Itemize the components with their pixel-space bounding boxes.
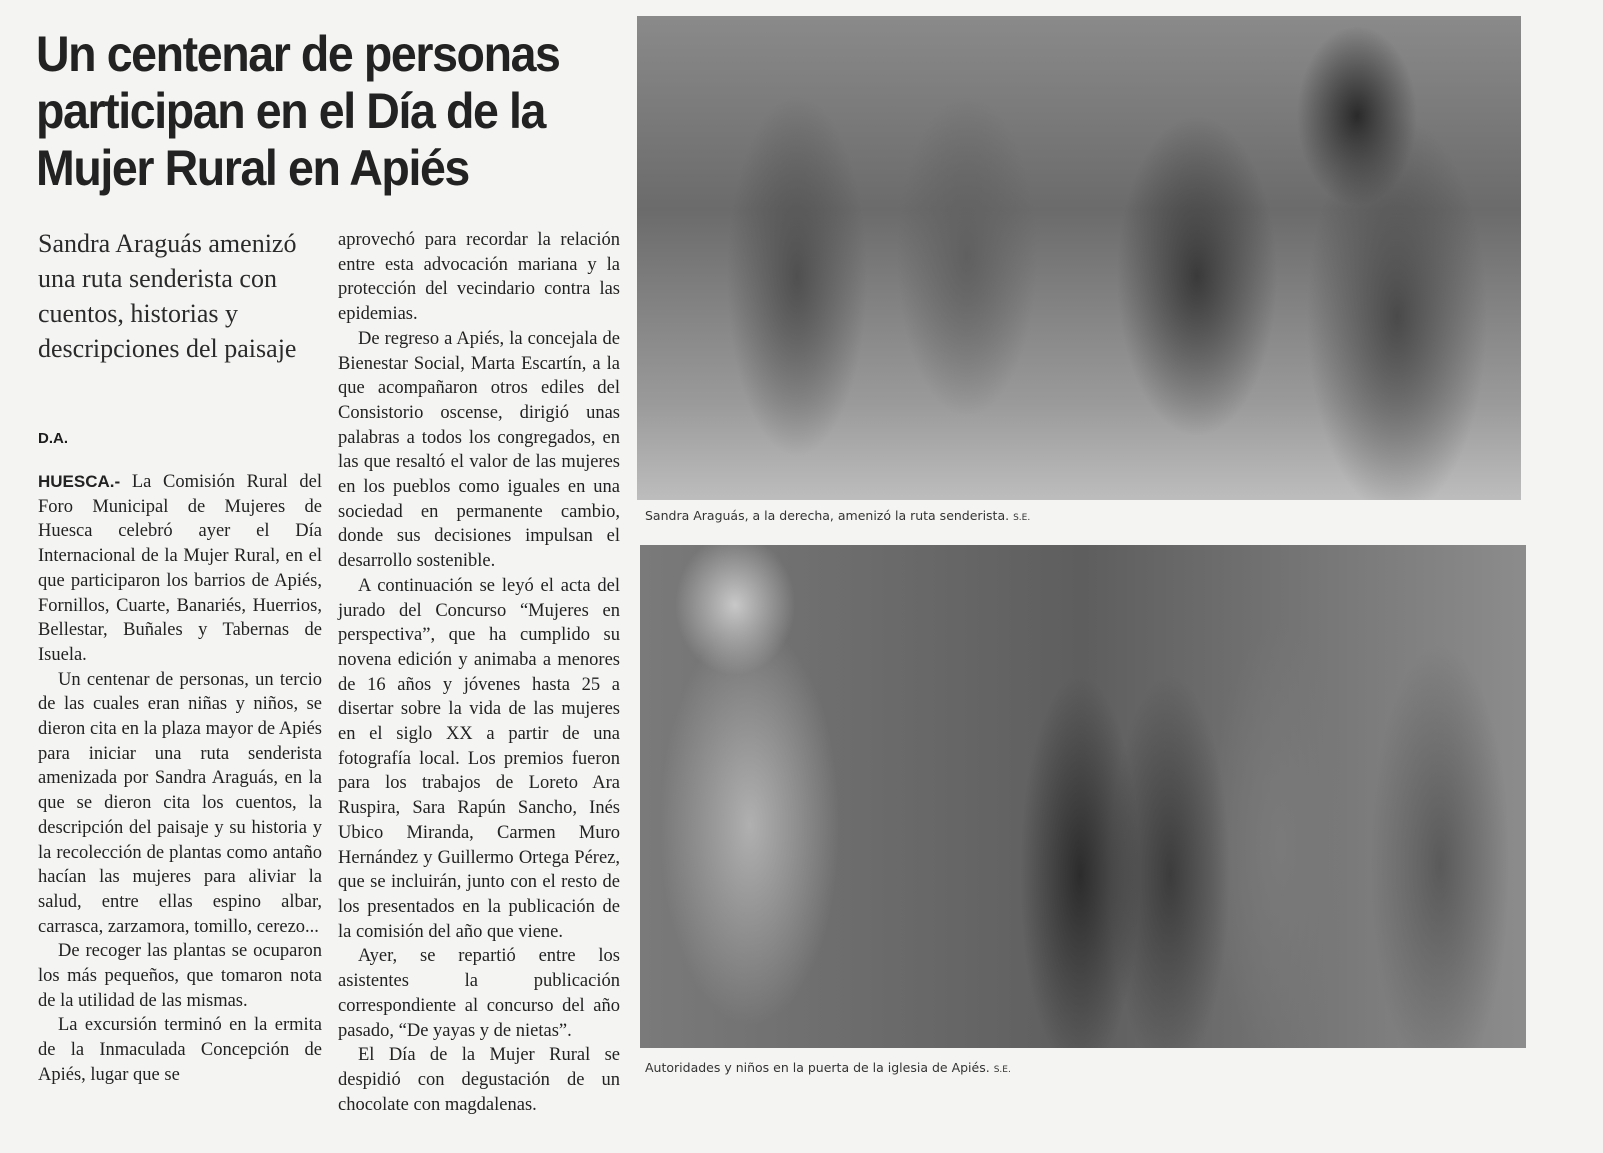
paragraph: Un centenar de personas, un tercio de las cuales eran niñas y niños, se dieron cita en la plaza mayor de Apiés para iniciar una ruta senderista amenizada por Sandra Araguás, en la que se dieron cita los cuentos, la descripción del paisaje y su historia y la recolección de plantas como antaño hacían las mujeres para aliviar la salud, entre ellas espino albar, carrasca, zarzamora, tomillo, cerezo... bbox=[38, 669, 322, 937]
photo-caption: Autoridades y niños en la puerta de la iglesia de Apiés. S.E. bbox=[645, 1060, 1011, 1075]
article-column-1 bbox=[38, 470, 322, 1088]
paragraph: aprovechó para recordar la relación entre esta advocación mariana y la protección del vecindario contra las epidemias. bbox=[338, 230, 620, 325]
paragraph: La excursión terminó en la ermita de la Inmaculada Concepción de Apiés, lugar que se bbox=[38, 1015, 322, 1085]
photo-church-door-group bbox=[640, 545, 1526, 1048]
paragraph: De recoger las plantas se ocuparon los más pequeños, que tomaron nota de la utilidad de las mismas. bbox=[38, 941, 322, 1011]
paragraph: A continuación se leyó el acta del jurado del Concurso “Mujeres en perspectiva”, que ha cumplido su novena edición y animaba a menores de 16 años y jóvenes hasta 25 a disertar sobre la vida de las mujeres en el siglo XX a partir de una fotografía local. Los premios fueron para los trabajos de Loreto Ara Ruspira, Sara Rapún Sancho, Inés Ubico Miranda, Carmen Muro Hernández y Guillermo Ortega Pérez, que se incluirán, junto con el resto de los presentados en la publicación de la comisión del año que viene. bbox=[338, 575, 620, 942]
photo-credit: S.E. bbox=[993, 1065, 1011, 1075]
dateline: HUESCA.- bbox=[38, 472, 121, 491]
paragraph: Ayer, se repartió entre los asistentes la publicación correspondiente al concurso del año pasado, “De yayas y de nietas”. bbox=[338, 946, 620, 1041]
paragraph: HUESCA.- La Comisión Rural del Foro Municipal de Mujeres de Huesca celebró ayer el Día Internacional de la Mujer Rural, en el que participaron los barrios de Apiés, Fornillos, Cuarte, Banariés, Huerrios, Bellestar, Buñales y Tabernas de Isuela. bbox=[38, 472, 322, 665]
article-column-2 bbox=[338, 228, 620, 1117]
paragraph: El Día de la Mujer Rural se despidió con degustación de un chocolate con magdalenas. bbox=[338, 1045, 620, 1115]
byline: D.A. bbox=[38, 430, 68, 447]
photo-hiking-group bbox=[637, 16, 1521, 500]
headline: Un centenar de personas participan en el Día de la Mujer Rural en Apiés bbox=[36, 26, 560, 196]
paragraph: De regreso a Apiés, la concejala de Bienestar Social, Marta Escartín, a la que acompañaron otros ediles del Consistorio oscense, dirigió unas palabras a todos los congregados, en las que resaltó el valor de las mujeres en los pueblos como iguales en una sociedad en permanente cambio, donde sus decisiones impulsan el desarrollo sostenible. bbox=[338, 328, 620, 572]
subheadline: Sandra Araguás amenizó una ruta senderista con cuentos, historias y descripciones del paisaje bbox=[38, 229, 297, 363]
photo-caption: Sandra Araguás, a la derecha, amenizó la ruta senderista. S.E. bbox=[645, 508, 1031, 523]
photo-credit: S.E. bbox=[1013, 513, 1031, 523]
